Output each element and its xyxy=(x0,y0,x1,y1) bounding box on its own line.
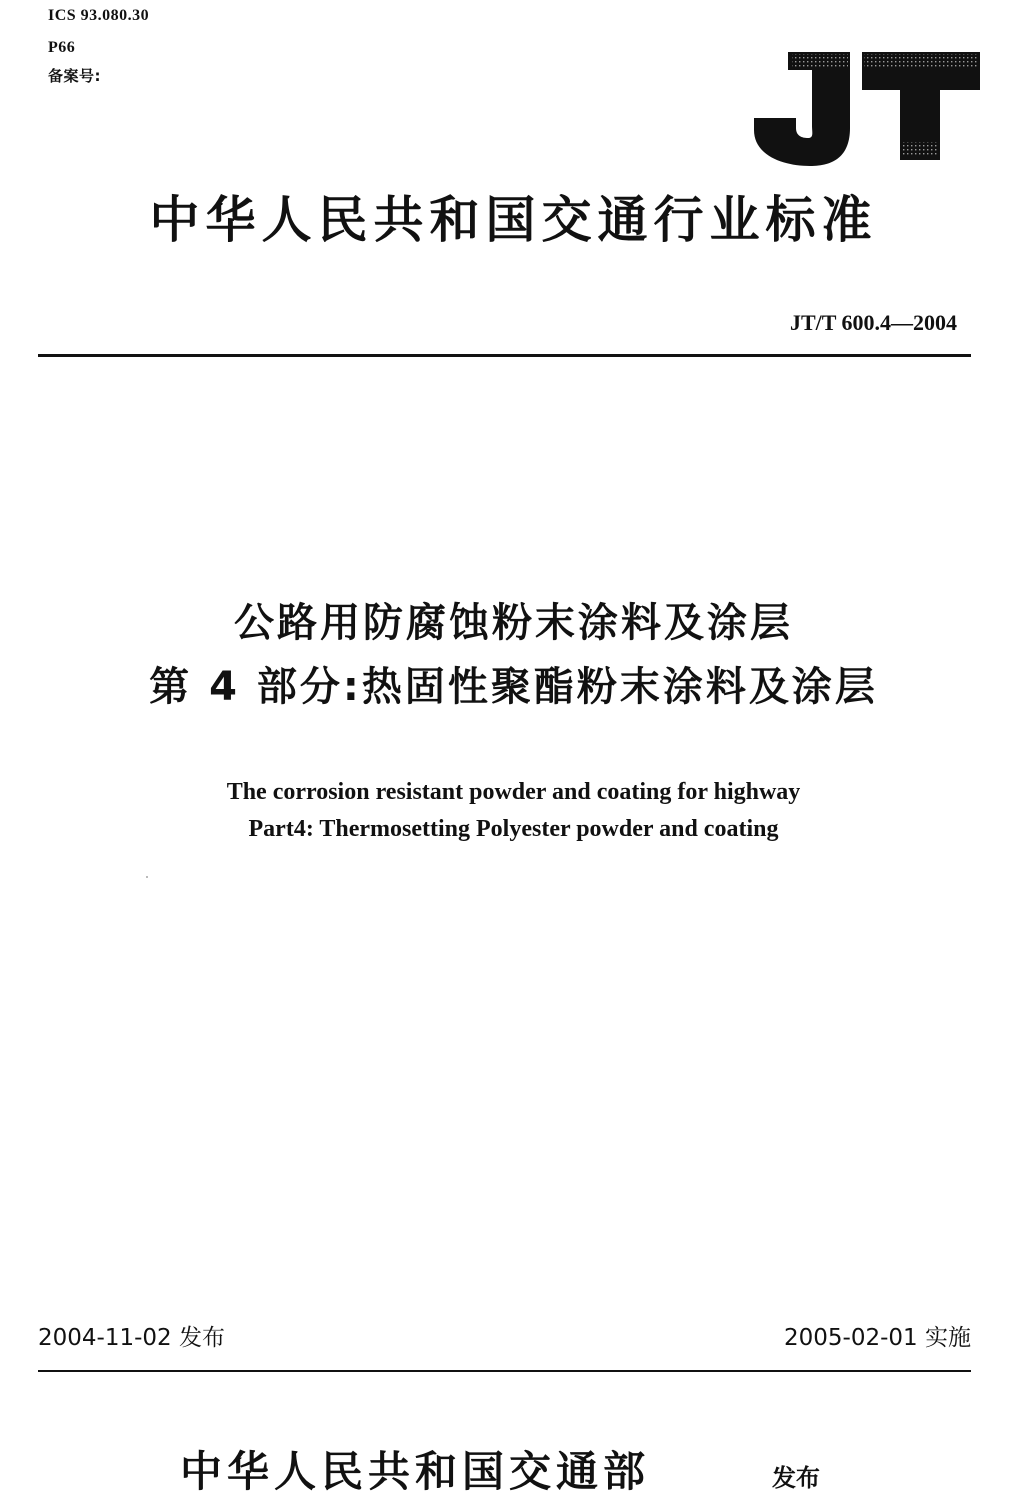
ics-code: ICS 93.080.30 xyxy=(48,7,150,24)
title-cn-line1: 公路用防腐蚀粉末涂料及涂层 xyxy=(234,600,793,646)
top-divider xyxy=(38,354,971,357)
issuer-verb: 发布 xyxy=(772,1464,820,1492)
issue-date: 2004-11-02 发布 xyxy=(38,1325,225,1351)
bottom-divider xyxy=(38,1370,971,1372)
title-en-line2: Part4: Thermosetting Polyester powder and coating xyxy=(248,816,779,842)
org-title: 中华人民共和国交通行业标准 xyxy=(149,192,878,248)
title-cn-line2: 第 4 部分:热固性聚酯粉末涂料及涂层 xyxy=(149,664,878,710)
logo-text: JT xyxy=(750,44,751,45)
jt-logo xyxy=(750,44,982,168)
title-en-line1: The corrosion resistant powder and coating for highway xyxy=(226,779,801,805)
classification-code: P66 xyxy=(48,39,76,56)
implementation-date: 2005-02-01 实施 xyxy=(784,1325,971,1351)
record-number-label: 备案号: xyxy=(48,67,101,85)
scan-speck xyxy=(146,876,148,878)
standard-number: JT/T 600.4—2004 xyxy=(789,310,957,335)
issuer-name: 中华人民共和国交通部 xyxy=(180,1450,651,1496)
